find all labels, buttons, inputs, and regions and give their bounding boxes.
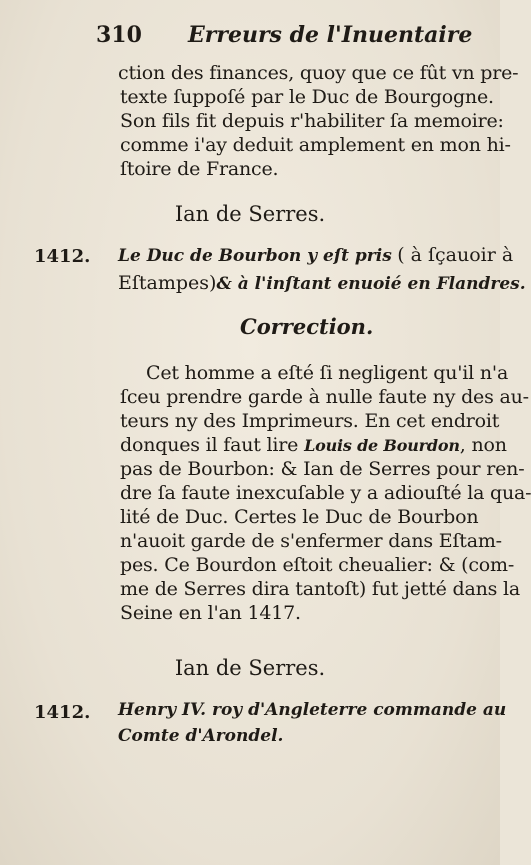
text-line: Cet homme a eſté ſi negligent qu'il n'a bbox=[146, 362, 509, 384]
entry-line: Henry IV. roy d'Angleterre commande au bbox=[118, 700, 507, 720]
entry-line bbox=[118, 244, 513, 266]
author-heading: Ian de Serres. bbox=[174, 656, 326, 680]
entry-italic: & à l'inſtant enuoié en Flandres. bbox=[216, 274, 526, 294]
text-line: ſtoire de France. bbox=[120, 158, 279, 180]
entry-line: Comte d'Arondel. bbox=[118, 726, 284, 746]
correction-heading: Correction. bbox=[240, 314, 374, 339]
entry-line bbox=[118, 272, 526, 294]
text-line: n'auoit garde de s'enfermer dans Eſtam- bbox=[120, 530, 502, 552]
text-line: comme i'ay deduit amplement en mon hi- bbox=[120, 134, 511, 156]
text-line: Seine en l'an 1417. bbox=[120, 602, 301, 624]
text-line: ſceu prendre garde à nulle faute ny des au- bbox=[120, 386, 529, 408]
entry-italic: Le Duc de Bourbon y eſt pris bbox=[118, 246, 392, 266]
entry-roman: ( à ſçauoir à bbox=[397, 244, 514, 266]
text-line: dre ſa faute inexcuſable y a adiouſté la qua- bbox=[120, 482, 531, 504]
text-line: pes. Ce Bourdon eſtoit cheualier: & (com- bbox=[120, 554, 515, 576]
text-line bbox=[120, 434, 507, 457]
page-number: 310 bbox=[96, 22, 142, 48]
year-marker: 1412. bbox=[34, 702, 91, 723]
text-run: , non bbox=[459, 434, 507, 456]
text-line: teurs ny des Imprimeurs. En cet endroit bbox=[120, 410, 500, 432]
text-line: me de Serres dira tantoſt) fut jetté dans la bbox=[120, 578, 521, 600]
text-run: donques il faut lire bbox=[120, 434, 299, 456]
entry-roman: Eſtampes) bbox=[118, 272, 217, 294]
text-line: texte ſuppoſé par le Duc de Bourgogne. bbox=[120, 86, 494, 108]
author-heading: Ian de Serres. bbox=[174, 202, 326, 226]
emphasis-name: Louis de Bourdon bbox=[304, 436, 460, 455]
text-line: ction des finances, quoy que ce fût vn pre- bbox=[118, 62, 519, 84]
year-marker: 1412. bbox=[34, 246, 91, 267]
text-line: Son fils fit depuis r'habiliter ſa memoire: bbox=[120, 110, 504, 132]
text-line: pas de Bourbon: & Ian de Serres pour ren- bbox=[120, 458, 525, 480]
running-title: Erreurs de l'Inuentaire bbox=[188, 22, 473, 48]
text-line: lité de Duc. Certes le Duc de Bourbon bbox=[120, 506, 479, 528]
